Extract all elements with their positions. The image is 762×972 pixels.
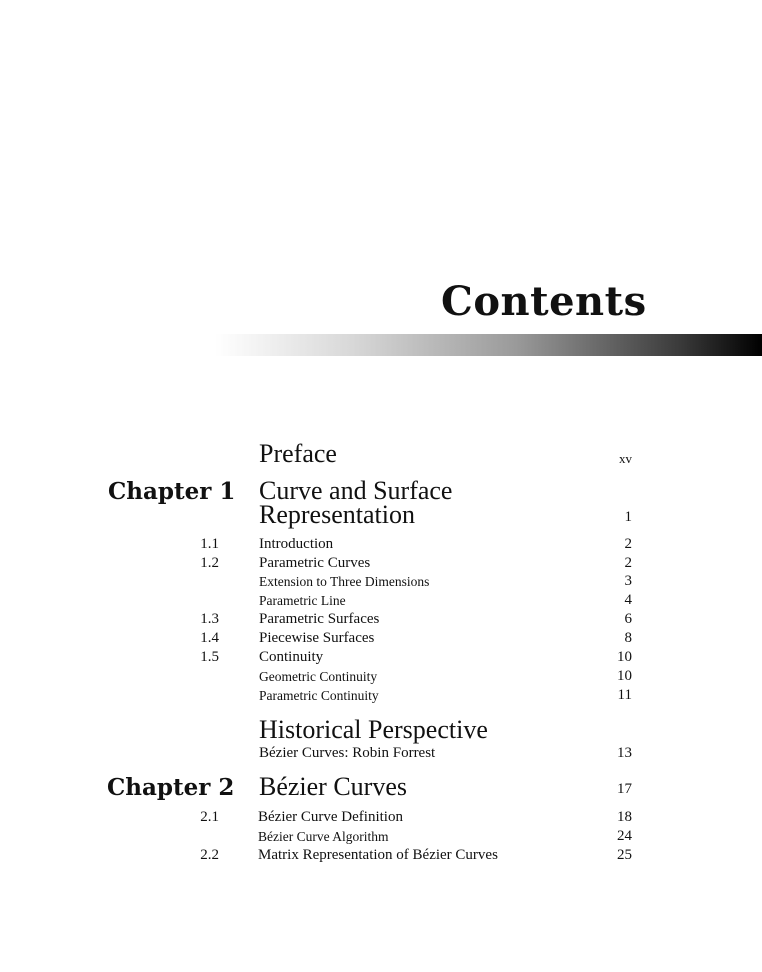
chapter-2-title[interactable]: Bézier Curves (259, 772, 408, 801)
chapter-1-title-line2[interactable]: Representation (259, 500, 415, 529)
toc-entry-page: 13 (617, 745, 632, 761)
preface-page: xv (619, 451, 632, 466)
toc-entry-page: 24 (617, 828, 632, 844)
toc-entry-page: 2 (624, 536, 632, 552)
section-number: 1.4 (200, 630, 219, 646)
toc-subentry-bezier-curve-algorithm[interactable]: Bézier Curve Algorithm (258, 829, 389, 844)
section-number: 1.3 (200, 611, 219, 627)
section-number: 2.1 (200, 809, 219, 825)
toc-entry-page: 11 (617, 687, 632, 703)
chapter-2-label: Chapter 2 (107, 774, 235, 801)
toc-entry-parametric-curves[interactable]: Parametric Curves (259, 555, 371, 571)
toc-entry-page: 10 (617, 668, 632, 684)
toc-entry-page: 3 (624, 573, 632, 589)
toc-entry-page: 2 (624, 555, 632, 571)
section-number: 1.5 (200, 649, 219, 665)
toc-entry-page: 25 (617, 847, 632, 863)
section-number: 2.2 (200, 847, 219, 863)
chapter-1-label: Chapter 1 (108, 478, 236, 505)
toc-subentry-parametric-line[interactable]: Parametric Line (259, 593, 346, 608)
toc-entry-page: 18 (617, 809, 632, 825)
chapter-1-page: 1 (624, 509, 632, 525)
toc-entry-page: 10 (617, 649, 632, 665)
toc-entry-continuity[interactable]: Continuity (259, 649, 324, 665)
page-title: Contents (441, 278, 647, 325)
toc-entry-matrix-representation[interactable]: Matrix Representation of Bézier Curves (258, 847, 498, 863)
toc-entry-piecewise-surfaces[interactable]: Piecewise Surfaces (259, 630, 375, 646)
title-gradient-bar (215, 334, 762, 356)
toc-entry-page: 8 (624, 630, 632, 646)
toc-entry-page: 4 (624, 592, 632, 608)
toc-entry-page: 6 (624, 611, 632, 627)
toc-entry-parametric-surfaces[interactable]: Parametric Surfaces (259, 611, 380, 627)
toc-subentry-parametric-continuity[interactable]: Parametric Continuity (259, 688, 379, 703)
toc-entry-bezier-robin-forrest[interactable]: Bézier Curves: Robin Forrest (259, 745, 436, 761)
chapter-1-title-line1[interactable]: Curve and Surface (259, 476, 453, 505)
section-number: 1.1 (200, 536, 219, 552)
chapter-2-page: 17 (617, 781, 632, 797)
preface-heading[interactable]: Preface (259, 439, 337, 468)
toc-entry-bezier-curve-definition[interactable]: Bézier Curve Definition (258, 809, 403, 825)
historical-perspective-heading[interactable]: Historical Perspective (259, 715, 488, 744)
toc-subentry-extension-3d[interactable]: Extension to Three Dimensions (259, 574, 430, 589)
toc-subentry-geometric-continuity[interactable]: Geometric Continuity (259, 669, 378, 684)
section-number: 1.2 (200, 555, 219, 571)
toc-entry-introduction[interactable]: Introduction (259, 536, 334, 552)
